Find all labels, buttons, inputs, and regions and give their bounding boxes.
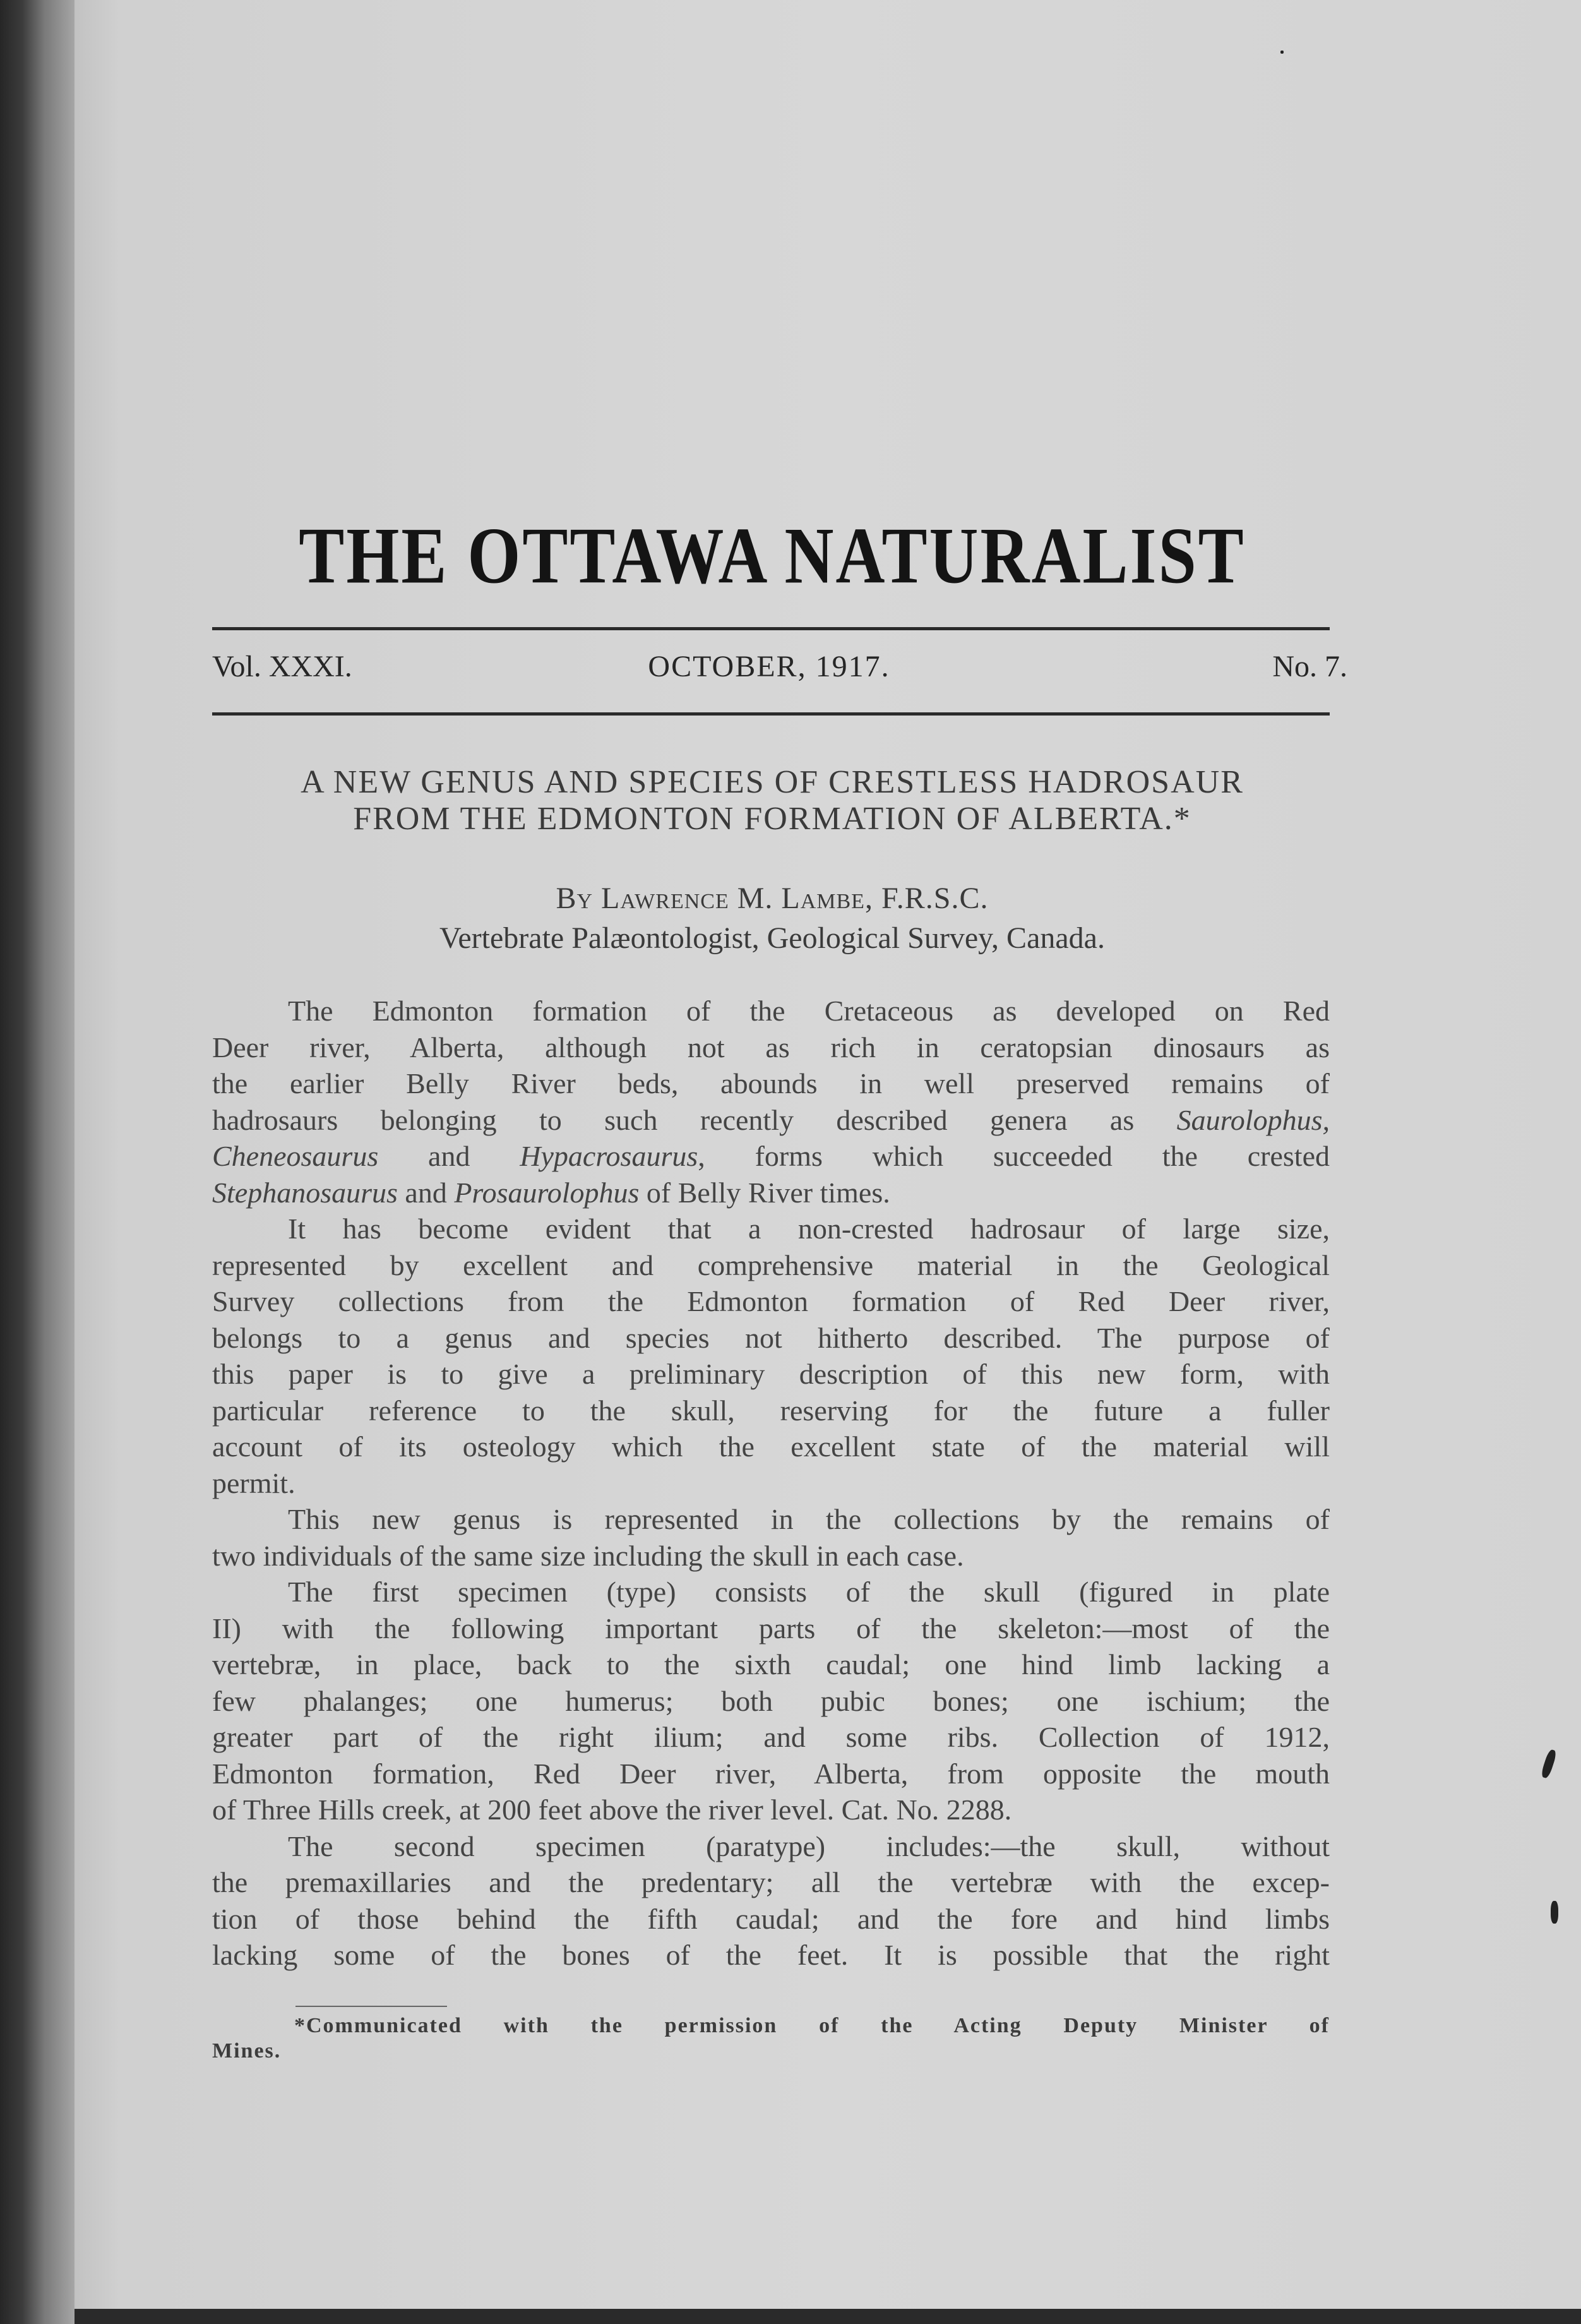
footnote-rule: [295, 2006, 447, 2007]
masthead-rule-top: [212, 627, 1330, 630]
body-line: lacking some of the bones of the feet. It is possible that the right: [212, 1939, 1330, 1971]
footnote: [212, 2013, 1330, 2064]
body-line: It has become evident that a non-crested hadrosaur of large size,: [288, 1213, 1330, 1245]
document-page: [75, 0, 1581, 2324]
body-line: represented by excellent and comprehensive material in the Geological: [212, 1249, 1330, 1281]
ink-speck: [1540, 1749, 1558, 1779]
body-line: Stephanosaurus and Prosaurolophus of Belly River times.: [212, 1176, 890, 1209]
body-line: The second specimen (paratype) includes:—the skull, without: [288, 1830, 1330, 1862]
issue-date: OCTOBER, 1917.: [648, 650, 890, 683]
body-line: belongs to a genus and species not hitherto described. The purpose of: [212, 1321, 1330, 1354]
page-edge-bottom: [75, 2309, 1581, 2324]
body-line: greater part of the right ilium; and some ribs. Collection of 1912,: [212, 1721, 1330, 1753]
body-line: tion of those behind the fifth caudal; and the fore and hind limbs: [212, 1902, 1330, 1935]
volume-label: Vol. XXXI.: [212, 650, 352, 683]
body-line: Survey collections from the Edmonton formation of Red Deer river,: [212, 1285, 1330, 1317]
issue-number: No. 7.: [1272, 650, 1347, 683]
body-line: II) with the following important parts of the skeleton:—most of the: [212, 1612, 1330, 1644]
body-line: two individuals of the same size including the skull in each case.: [212, 1539, 964, 1572]
masthead-rule-bottom: [212, 712, 1330, 716]
article-title-line: A NEW GENUS AND SPECIES OF CRESTLESS HADROSAUR: [301, 764, 1244, 800]
body-line: account of its osteology which the excellent state of the material will: [212, 1430, 1330, 1463]
body-line: Deer river, Alberta, although not as rich in ceratopsian dinosaurs as: [212, 1031, 1330, 1063]
body-line: The Edmonton formation of the Cretaceous as developed on Red: [288, 995, 1330, 1027]
body-line: few phalanges; one humerus; both pubic bones; one ischium; the: [212, 1684, 1330, 1717]
ink-speck: [1280, 51, 1284, 54]
journal-title: THE OTTAWA NATURALIST: [299, 512, 1246, 601]
footnote-line: *Communicated with the permission of the Acting Deputy Minister of: [294, 2014, 1330, 2037]
article-body: [212, 993, 1330, 1974]
body-line: vertebræ, in place, back to the sixth caudal; one hind limb lacking a: [212, 1648, 1330, 1680]
body-line: hadrosaurs belonging to such recently described genera as Saurolophus,: [212, 1103, 1330, 1136]
body-line: particular reference to the skull, reserving for the future a fuller: [212, 1394, 1330, 1427]
article-title-line: FROM THE EDMONTON FORMATION OF ALBERTA.*: [353, 801, 1191, 837]
author-byline: By Lawrence M. Lambe, F.R.S.C.: [556, 882, 989, 915]
body-line: Cheneosaurus and Hypacrosaurus, forms which succeeded the crested: [212, 1140, 1330, 1172]
ink-speck: [1551, 1901, 1558, 1924]
article-title: [201, 764, 1344, 837]
footnote-line: Mines.: [212, 2039, 282, 2063]
author-affiliation: Vertebrate Palæontologist, Geological Survey, Canada.: [439, 921, 1105, 955]
body-line: Edmonton formation, Red Deer river, Alberta, from opposite the mouth: [212, 1757, 1330, 1790]
body-line: of Three Hills creek, at 200 feet above the river level. Cat. No. 2288.: [212, 1794, 1012, 1826]
page-edge-left: [0, 0, 75, 2324]
body-line: this paper is to give a preliminary description of this new form, with: [212, 1358, 1330, 1390]
body-line: the earlier Belly River beds, abounds in well preserved remains of: [212, 1067, 1330, 1099]
body-line: the premaxillaries and the predentary; all the vertebræ with the excep-: [212, 1866, 1330, 1898]
body-line: permit.: [212, 1466, 295, 1499]
body-line: This new genus is represented in the collections by the remains of: [288, 1503, 1330, 1535]
body-line: The first specimen (type) consists of the skull (figured in plate: [288, 1576, 1330, 1608]
